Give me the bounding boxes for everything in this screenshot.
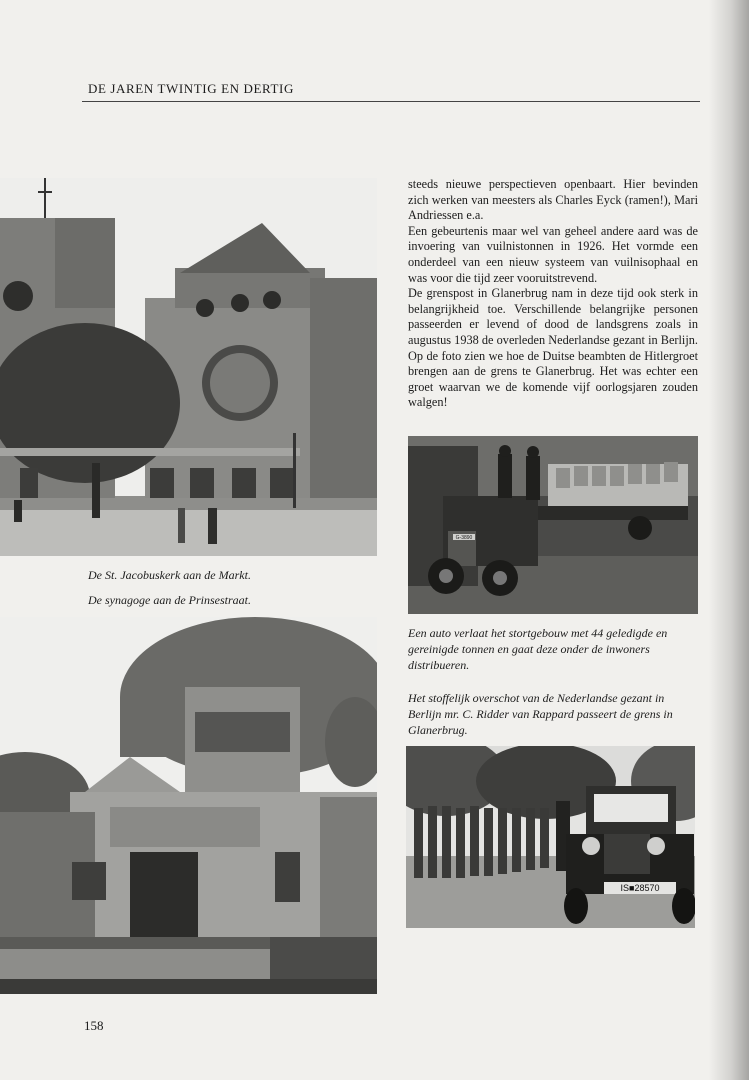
running-head: DE JAREN TWINTIG EN DERTIG — [88, 81, 294, 96]
truck-caption: Een auto verlaat het stortgebouw met 44 geledigde en gereinigde tonnen en gaat deze onder de inwoners distribueren. — [408, 626, 668, 672]
border-caption: Het stoffelijk overschot van de Nederlandse gezant in Berlijn mr. C. Ridder van Rappard passeert de grens in Glanerbrug. — [408, 691, 673, 737]
border-photo — [406, 746, 695, 928]
truck-plate: G-3890 — [455, 535, 473, 541]
paragraph: steeds nieuwe perspectieven openbaart. Hier bevinden zich werken van meesters als Charles Eyck (ramen!), Mari Andriessen e.a. — [408, 177, 698, 223]
paragraph: De grenspost in Glanerbrug nam in deze tijd ook sterk in belangrijkheid toe. Verschillende belangrijke personen passeerden er levend of dood de landsgrens zoals in augustus 1938 de overleden Nederlandse gezant in Berlijn. Op de foto zien we hoe de Duitse beambten de Hitlergroet brengen aan de grens te Glanerbrug. Het was echter een groet waarvan we de komende vijf oorlogsjaren zouden walgen! — [408, 286, 698, 410]
body-text — [408, 177, 698, 411]
synagogue-photo — [0, 617, 377, 994]
header-rule — [82, 101, 700, 102]
page-gutter-shadow — [709, 0, 749, 1080]
paragraph: Een gebeurtenis maar wel van geheel andere aard was de invoering van vuilnistonnen in 1926. Het vormde een onderdeel van een nieuw systeem van vuilnisophaal en was voor die tijd zeer vooruitstrevend. — [408, 223, 698, 285]
car-plate: IS■28570 — [620, 883, 660, 893]
truck-photo — [408, 436, 698, 614]
page-number: 158 — [84, 1018, 104, 1033]
church-photo — [0, 178, 377, 556]
church-caption: De St. Jacobuskerk aan de Markt. — [88, 568, 251, 582]
synagogue-caption: De synagoge aan de Prinsestraat. — [88, 593, 251, 607]
